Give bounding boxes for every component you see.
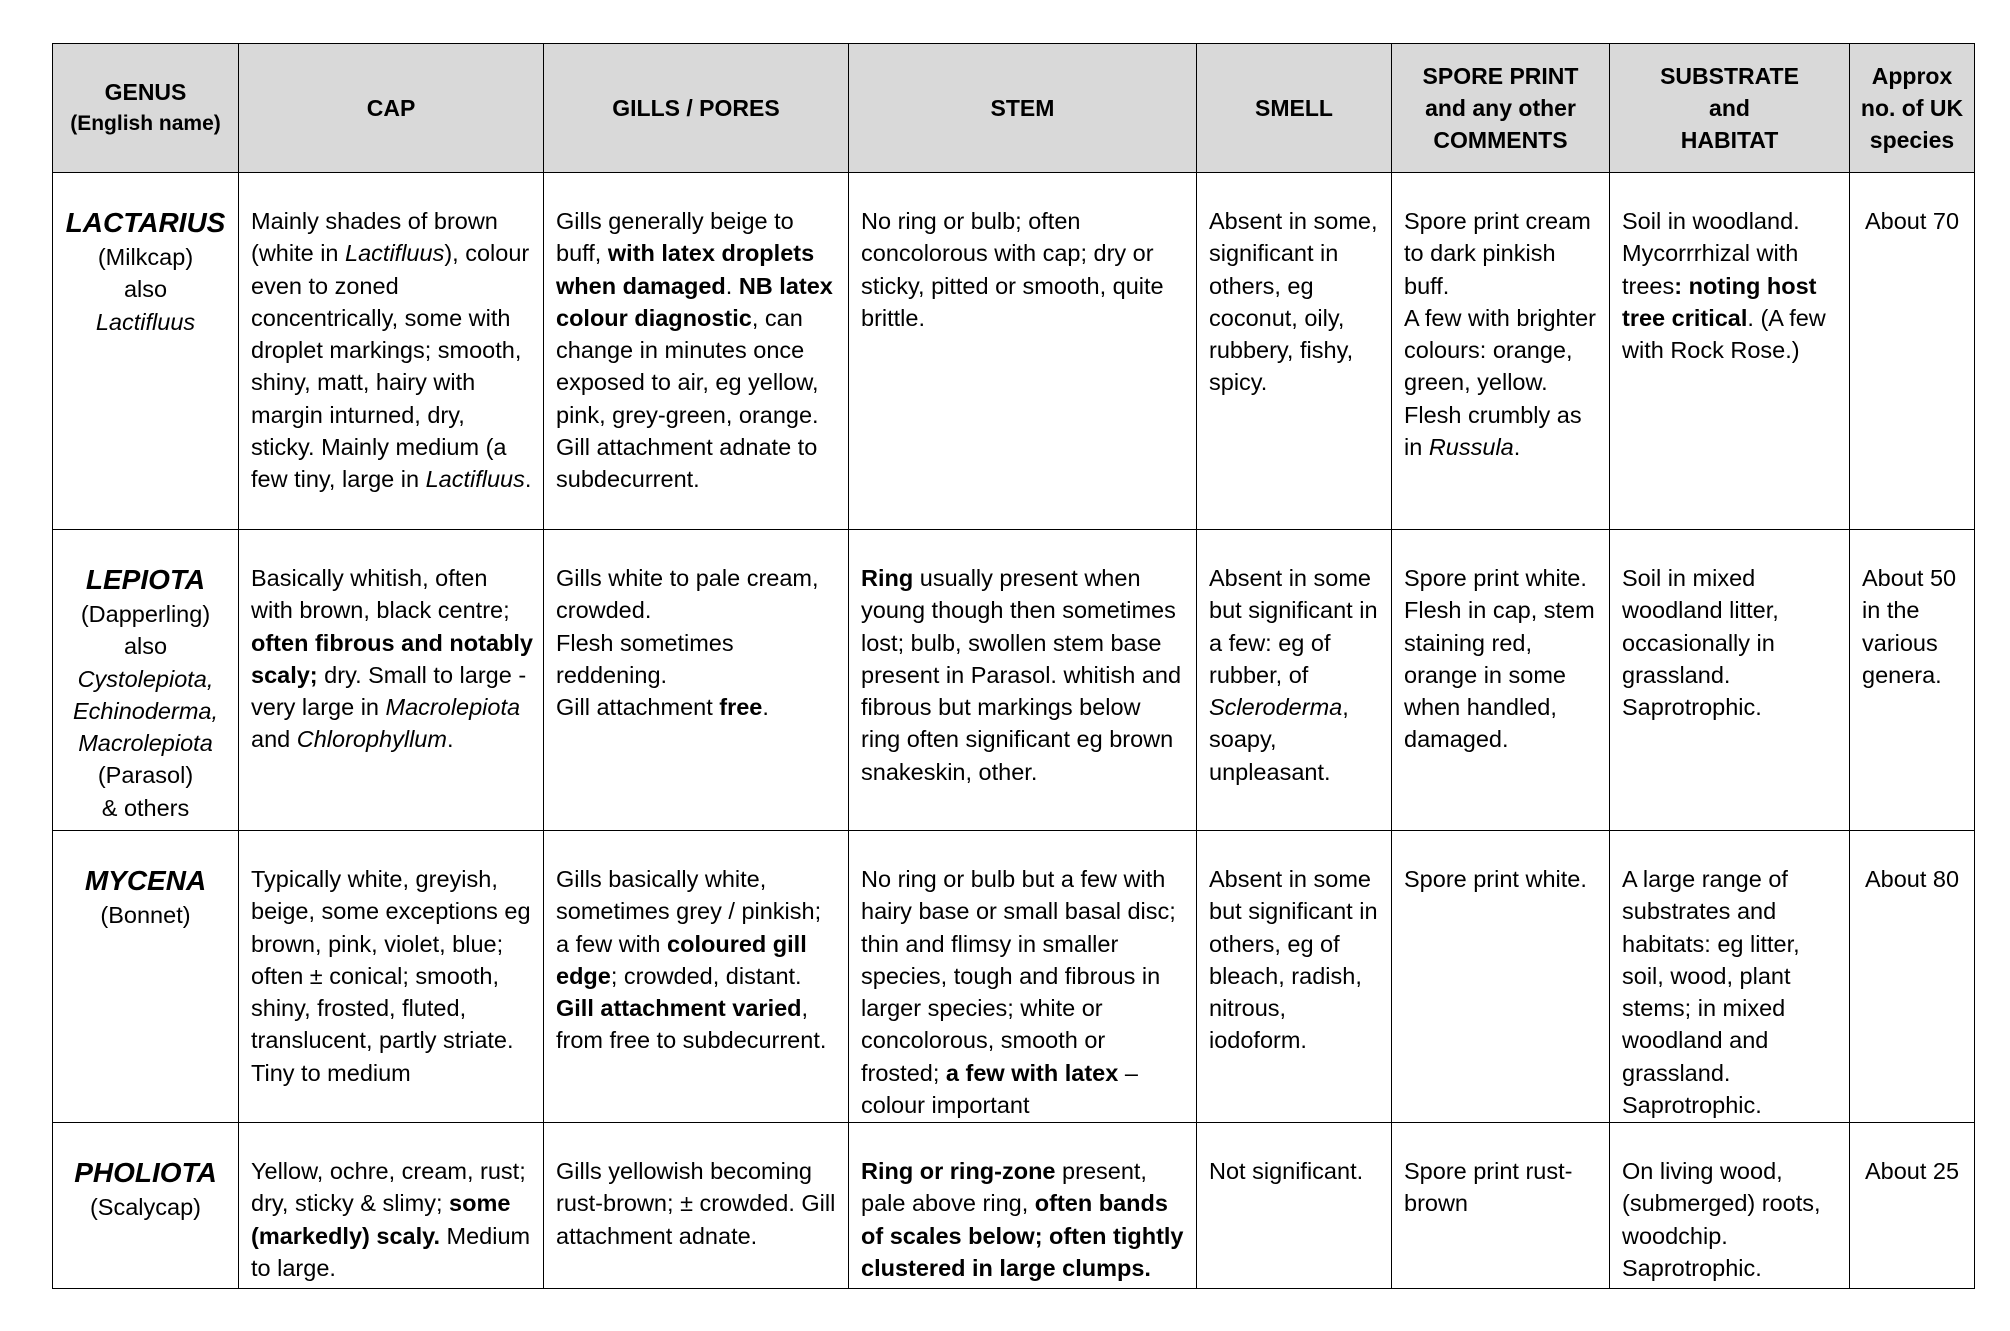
genus-sub: (Bonnet) xyxy=(100,902,191,928)
habitat-cell: Soil in mixed woodland litter, occasionally in grassland. Saprotrophic. xyxy=(1610,530,1850,831)
table-row xyxy=(53,1123,1975,1289)
spore-cell: Spore print rust-brown xyxy=(1392,1123,1610,1289)
genus-name: LACTARIUS xyxy=(65,207,226,238)
genus-name: MYCENA xyxy=(84,865,207,896)
gills-cell: Gills basically white, sometimes grey / pinkish; a few with coloured gill edge; crowded, distant. Gill attachment varied, from free to subdecurrent. xyxy=(544,831,849,1123)
gills-cell: Gills yellowish becoming rust-brown; ± crowded. Gill attachment adnate. xyxy=(544,1123,849,1289)
spore-cell: Spore print cream to dark pinkish buff. A few with brighter colours: orange, green, yellow. Flesh crumbly as in Russula. xyxy=(1392,173,1610,530)
genus-table xyxy=(52,43,1975,1289)
header-gills: GILLS / PORES xyxy=(544,44,849,173)
smell-cell: Not significant. xyxy=(1197,1123,1392,1289)
header-habitat: SUBSTRATE and HABITAT xyxy=(1610,44,1850,173)
spore-cell: Spore print white. Flesh in cap, stem staining red, orange in some when handled, damaged. xyxy=(1392,530,1610,831)
genus-name: PHOLIOTA xyxy=(74,1157,217,1188)
table-row xyxy=(53,173,1975,530)
table-row xyxy=(53,831,1975,1123)
genus-cell xyxy=(53,1123,239,1289)
stem-cell: Ring or ring-zone present, pale above ring, often bands of scales below; often tightly clustered in large clumps. xyxy=(849,1123,1197,1289)
uk-species-cell: About 80 xyxy=(1850,831,1975,1123)
genus-sub: (Scalycap) xyxy=(89,1194,201,1220)
habitat-cell: On living wood, (submerged) roots, woodchip. Saprotrophic. xyxy=(1610,1123,1850,1289)
cap-cell: Typically white, greyish, beige, some exceptions eg brown, pink, violet, blue; often ± conical; smooth, shiny, frosted, fluted, translucent, partly striate. Tiny to medium xyxy=(239,831,544,1123)
header-smell: SMELL xyxy=(1197,44,1392,173)
stem-cell: No ring or bulb but a few with hairy base or small basal disc; thin and flimsy in smaller species, tough and fibrous in larger species; white or concolorous, smooth or frosted; a few with latex – colour important xyxy=(849,831,1197,1123)
header-cap: CAP xyxy=(239,44,544,173)
habitat-cell: Soil in woodland. Mycorrrhizal with trees: noting host tree critical. (A few with Rock Rose.) xyxy=(1610,173,1850,530)
genus-cell xyxy=(53,831,239,1123)
cap-cell: Yellow, ochre, cream, rust; dry, sticky & slimy; some (markedly) scaly. Medium to large. xyxy=(239,1123,544,1289)
header-spore-print: SPORE PRINT and any other COMMENTS xyxy=(1392,44,1610,173)
cap-cell: Basically whitish, often with brown, black centre; often fibrous and notably scaly; dry. Small to large - very large in Macrolepiota and Chlorophyllum. xyxy=(239,530,544,831)
header-genus: GENUS (English name) xyxy=(53,44,239,173)
cap-cell: Mainly shades of brown (white in Lactifluus), colour even to zoned concentrically, some with droplet markings; smooth, shiny, matt, hairy with margin inturned, dry, sticky. Mainly medium (a few tiny, large in Lactifluus. xyxy=(239,173,544,530)
smell-cell: Absent in some, significant in others, eg coconut, oily, rubbery, fishy, spicy. xyxy=(1197,173,1392,530)
gills-cell: Gills white to pale cream, crowded. Flesh sometimes reddening. Gill attachment free. xyxy=(544,530,849,831)
uk-species-cell: About 70 xyxy=(1850,173,1975,530)
table-row xyxy=(53,530,1975,831)
smell-cell: Absent in some but significant in a few: eg of rubber, of Scleroderma, soapy, unpleasant. xyxy=(1197,530,1392,831)
uk-species-cell: About 50 in the various genera. xyxy=(1850,530,1975,831)
smell-cell: Absent in some but significant in others, eg of bleach, radish, nitrous, iodoform. xyxy=(1197,831,1392,1123)
genus-name: LEPIOTA xyxy=(85,564,206,595)
spore-cell: Spore print white. xyxy=(1392,831,1610,1123)
header-stem: STEM xyxy=(849,44,1197,173)
header-row xyxy=(53,44,1975,173)
genus-sub: (Milkcap) also Lactifluus xyxy=(95,244,196,335)
uk-species-cell: About 25 xyxy=(1850,1123,1975,1289)
genus-cell xyxy=(53,173,239,530)
stem-cell: No ring or bulb; often concolorous with cap; dry or sticky, pitted or smooth, quite brittle. xyxy=(849,173,1197,530)
header-uk-species: Approx no. of UK species xyxy=(1850,44,1975,173)
genus-cell xyxy=(53,530,239,831)
stem-cell: Ring usually present when young though then sometimes lost; bulb, swollen stem base present in Parasol. whitish and fibrous but markings below ring often significant eg brown snakeskin, other. xyxy=(849,530,1197,831)
genus-sub: (Dapperling) also Cystolepiota, Echinoderma, Macrolepiota (Parasol) & others xyxy=(73,601,218,821)
habitat-cell: A large range of substrates and habitats: eg litter, soil, wood, plant stems; in mixed woodland and grassland. Saprotrophic. xyxy=(1610,831,1850,1123)
gills-cell: Gills generally beige to buff, with latex droplets when damaged. NB latex colour diagnostic, can change in minutes once exposed to air, eg yellow, pink, grey-green, orange. Gill attachment adnate to subdecurrent. xyxy=(544,173,849,530)
